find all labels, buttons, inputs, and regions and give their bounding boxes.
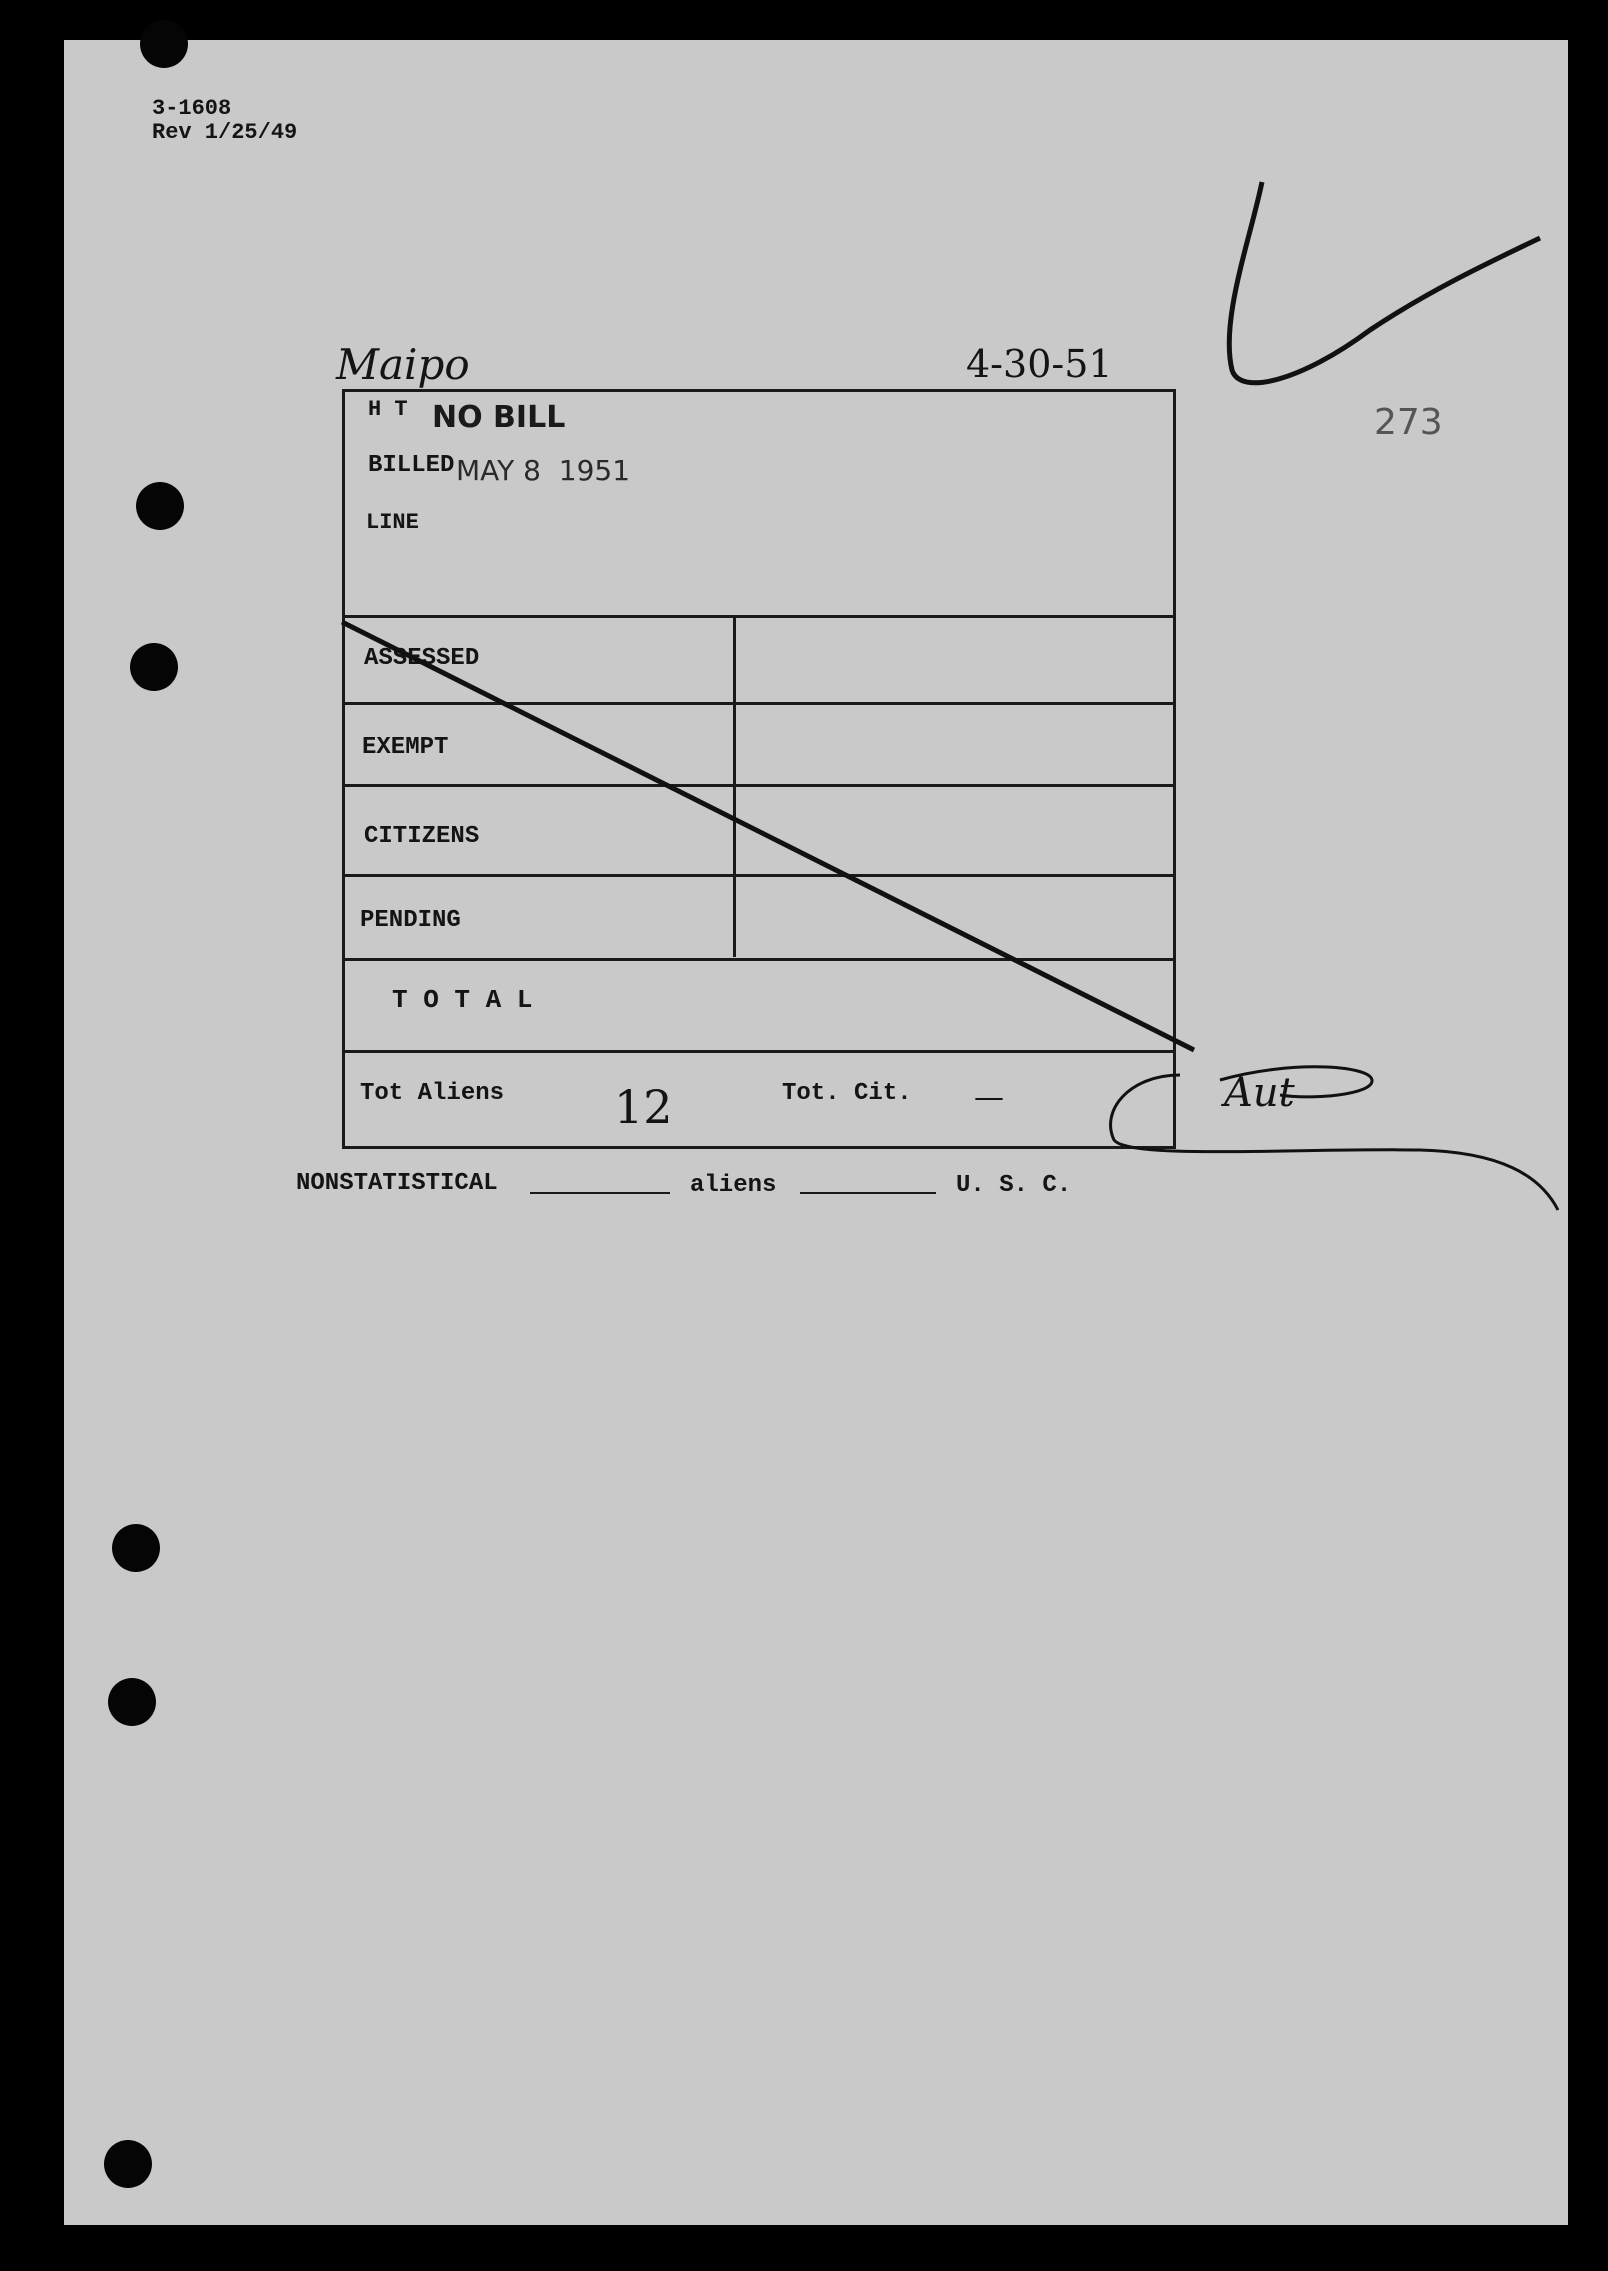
date-handwritten: 4-30-51 <box>966 342 1113 386</box>
form-revision: Rev 1/25/49 <box>152 120 298 145</box>
strike-through-line <box>342 622 1194 1050</box>
ht-label: H T <box>368 397 408 422</box>
billed-date-stamp: MAY 8 1951 <box>456 454 631 487</box>
aliens-label: aliens <box>690 1172 777 1199</box>
billed-label: BILLED <box>368 452 455 479</box>
row-label-assessed: ASSESSED <box>364 645 480 672</box>
page-number: 273 <box>1374 402 1443 443</box>
tot-aliens-value: 12 <box>614 1080 673 1134</box>
row-label-citizens: CITIZENS <box>364 823 480 850</box>
no-bill-stamp: NO BILL <box>432 400 566 435</box>
usc-label: U. S. C. <box>956 1172 1072 1199</box>
tot-aliens-label: Tot Aliens <box>360 1080 505 1107</box>
initials-handwritten: Aut <box>1224 1070 1295 1116</box>
initials-loop <box>1220 1067 1372 1097</box>
check-mark <box>1229 182 1540 383</box>
nonstatistical-label: NONSTATISTICAL <box>296 1170 498 1197</box>
vessel-name-handwritten: Maipo <box>336 340 470 389</box>
tot-cit-label: Tot. Cit. <box>782 1080 912 1107</box>
line-label: LINE <box>366 510 419 535</box>
tot-cit-value: — <box>974 1080 1004 1115</box>
row-label-exempt: EXEMPT <box>362 734 449 761</box>
row-label-pending: PENDING <box>360 907 461 934</box>
form-number: 3-1608 <box>152 96 232 121</box>
total-label: T O T A L <box>392 985 533 1015</box>
